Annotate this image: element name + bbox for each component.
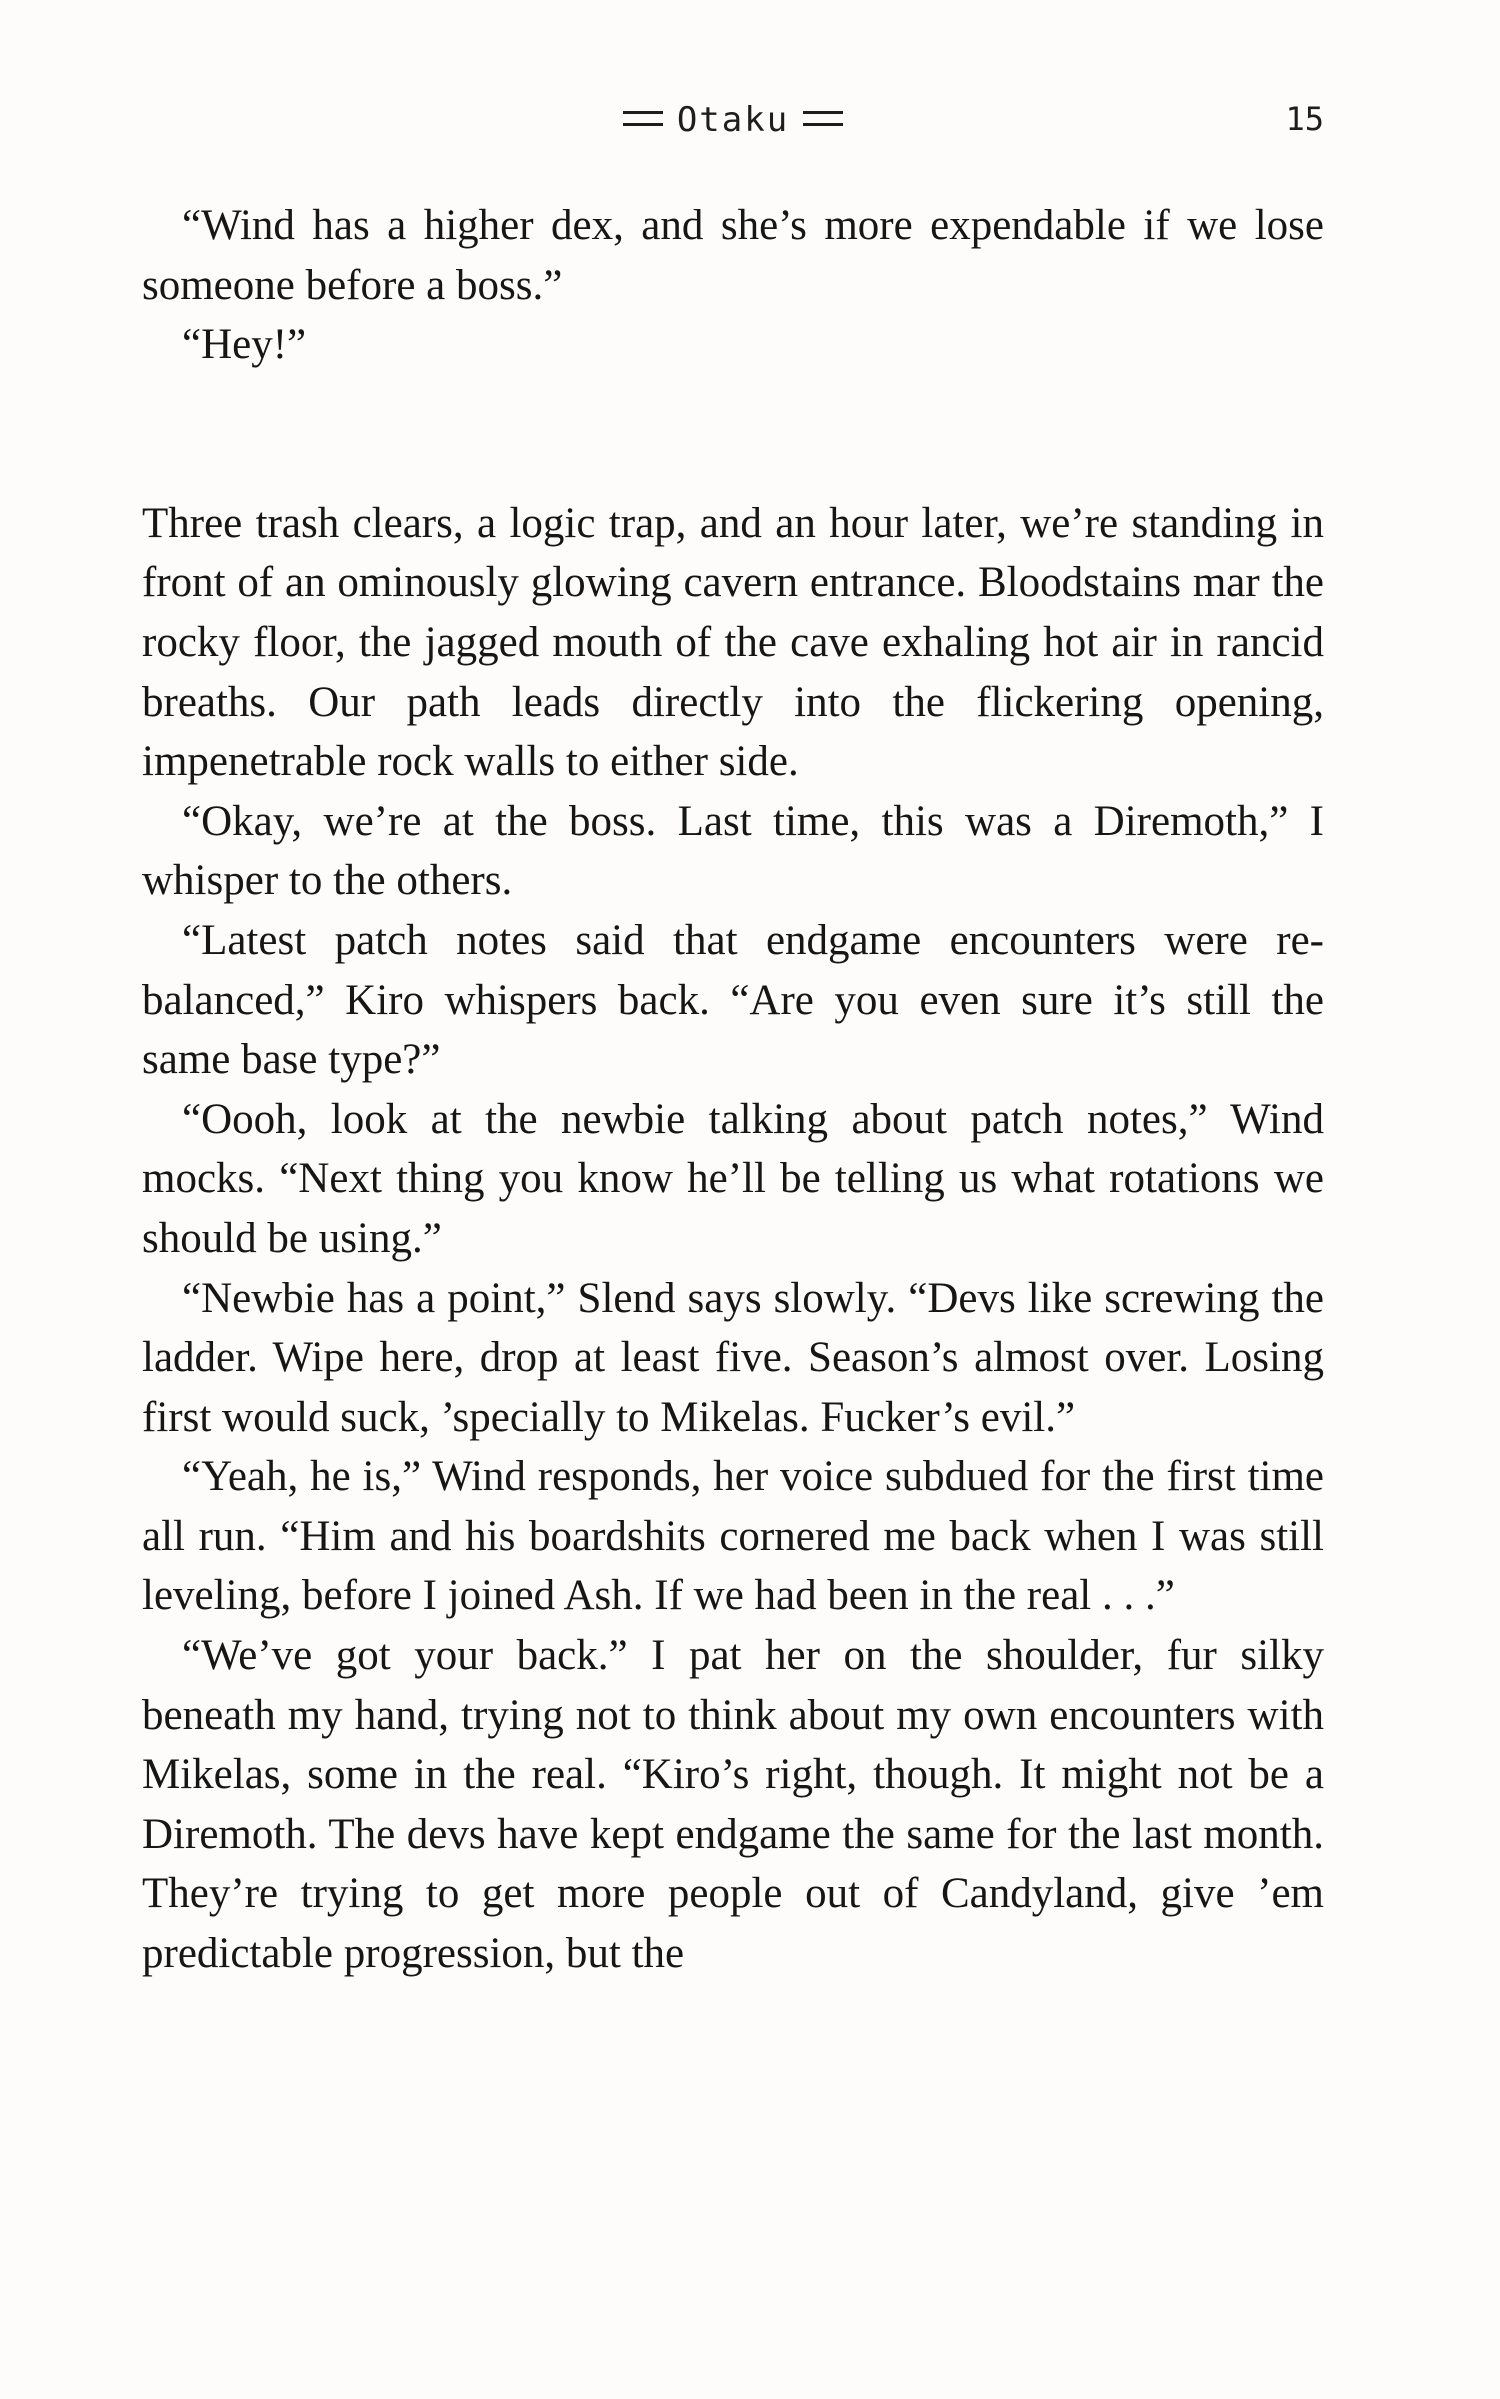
paragraph: “We’ve got your back.” I pat her on the shoulder, fur silky beneath my hand, trying not to think about my own encounters with Mikelas, some in the real. “Kiro’s right, though. It might not be a Diremoth. The devs have kept endgame the same for the last month. They’re trying to get more people out of Candyland, give ’em predictable progression, but the (142, 1632, 1324, 1978)
paragraph: “Wind has a higher dex, and she’s more expendable if we lose someone before a boss.” (142, 202, 1324, 309)
body-text (142, 196, 1324, 1984)
paragraph: “Latest patch notes said that endgame encounters were rebalanced,” Kiro whispers back. “Are you even sure it’s still the same base type?” (142, 916, 1324, 1084)
paragraph: “Hey!” (182, 321, 307, 369)
page-number: 15 (1285, 100, 1324, 138)
section-break (142, 375, 1324, 494)
running-head (142, 100, 1324, 160)
paragraph: “Oooh, look at the newbie talking about patch notes,” Wind mocks. “Next thing you know he’ll be telling us what rotations we should be using.” (142, 1095, 1324, 1262)
running-title-text: Otaku (676, 100, 790, 140)
ornament-rule-right (803, 111, 843, 126)
ornament-rule-left (623, 111, 663, 126)
paragraph: “Okay, we’re at the boss. Last time, this was a Diremoth,” I whisper to the others. (142, 797, 1324, 905)
paragraph: Three trash clears, a logic trap, and an hour later, we’re standing in front of an ominously glowing cavern entrance. Bloodstains mar the rocky floor, the jagged mouth of the cave exhaling hot air in rancid breaths. Our path leads directly into the flickering opening, impenetrable rock walls to either side. (142, 499, 1324, 786)
paragraph: “Yeah, he is,” Wind responds, her voice subdued for the first time all run. “Him and his boardshits cornered me back when I was still leveling, before I joined Ash. If we had been in the real . . .” (142, 1453, 1324, 1620)
paragraph: “Newbie has a point,” Slend says slowly. “Devs like screwing the ladder. Wipe here, drop at least five. Season’s almost over. Losing first would suck, ’specially to Mikelas. Fucker’s evil.” (142, 1274, 1324, 1441)
running-title (142, 100, 1324, 140)
